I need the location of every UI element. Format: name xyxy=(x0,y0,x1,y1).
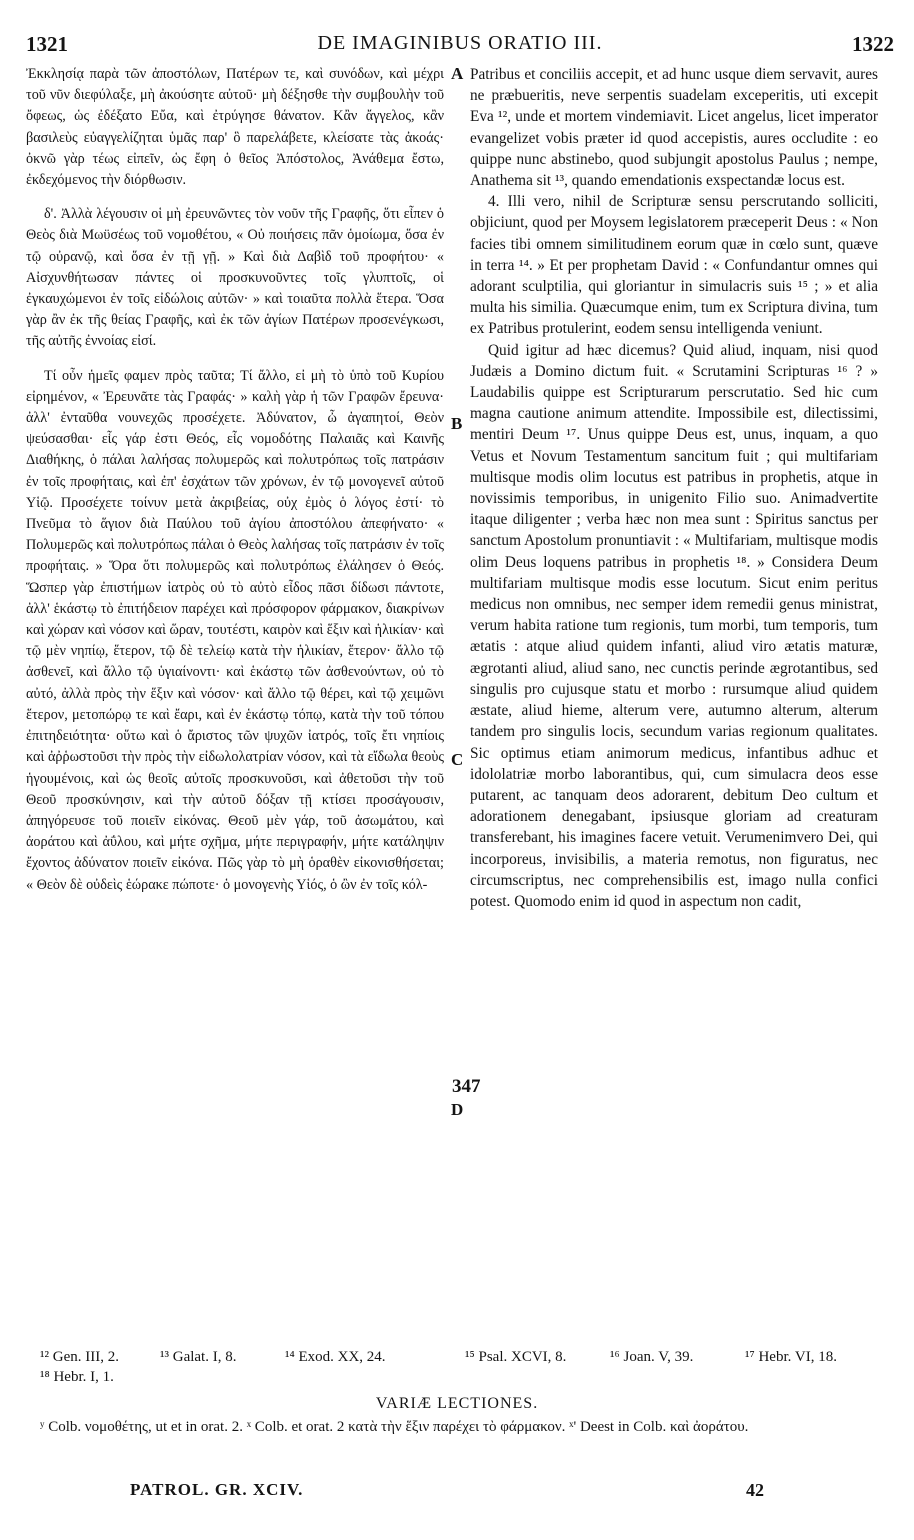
running-header xyxy=(26,32,894,58)
variae-lectiones xyxy=(40,1418,884,1437)
footnote-line-2 xyxy=(40,1369,884,1389)
greek-paragraph-2: δ'. Ἀλλὰ λέγουσιν οἱ μὴ ἐρευνῶντες τὸν νοῦν τῆς Γραφῆς, ὅτι εἶπεν ὁ Θεὸς διὰ Μωϋσέως τοῦ νομοθέτου, « Οὐ ποιήσεις πᾶν ὁμοίωμα, ὅσα ἐν τῷ οὐρανῷ, καὶ ὅσα ἐν τῇ γῇ. » Καὶ διὰ Δαβὶδ τοῦ προφήτου· « Αἰσχυνθήτωσαν πάντες οἱ προσκυνοῦντες τοῖς γλυπτοῖς, οἱ ἐγκαυχώμενοι ἐν τοῖς εἰδώλοις αὐτῶν· » καὶ τοιαῦτα πολλὰ ἕτερα. Ὅσα γὰρ ἂν ἐκ τῆς θείας Γραφῆς, καὶ ἐκ τῶν ἁγίων Πατέρων προσενέγκωσι, τῆς αὐτῆς ἐννοίας εἰσί. xyxy=(26,206,444,350)
margin-marker-c: C xyxy=(451,750,464,769)
left-page-number: 1321 xyxy=(26,32,68,56)
latin-paragraph-2: 4. Illi vero, nihil de Scripturæ sensu perscrutando solliciti, objiciunt, quod per Moysem legislatorem præceperit Deus : « Non facies tibi omnem similitudinem eorum quæ in cœlo sunt, quæve in terra ¹⁴. » Et per prophetam David : « Confundantur omnes qui adorant sculptilia, qui gloriantur in simulacris suis ¹⁵ ; » et alia multa his similia. Quæcumque enim, tum ex Scriptura divina, tum ex Patribus protulerint, eodem sensu intelligenda veniunt. xyxy=(470,193,878,338)
latin-column xyxy=(470,64,878,912)
margin-marker-a: A xyxy=(451,64,464,83)
column-number: 347 xyxy=(452,1076,481,1097)
page-footer xyxy=(130,1480,764,1502)
volume-signature: PATROL. GR. XCIV. xyxy=(130,1480,304,1499)
latin-paragraph-1: Patribus et conciliis accepit, et ad hunc usque diem servavit, aures ne præbueritis, neve serpentis suadelam exceperitis, uti excepit Eva ¹², unde et mortem vindemiavit. Licet angelus, licet imperator evangelizet vobis præter id quod accepistis, aures occludite : eo quippe nunc abstinebo, quod subjungit apostolus Paulus ; nempe, Anathema sit ¹³, quando emendationis exspectandæ locus est. xyxy=(470,66,878,190)
footnote-13: ¹³ Galat. I, 8. xyxy=(160,1349,237,1365)
variae-lectiones-title: VARIÆ LECTIONES. xyxy=(375,1395,539,1412)
margin-marker-b: B xyxy=(451,414,463,433)
footnote-12: ¹² Gen. III, 2. xyxy=(40,1349,119,1365)
footnote-line-1 xyxy=(40,1349,884,1369)
greek-paragraph-1: Ἐκκλησίᾳ παρὰ τῶν ἀποστόλων, Πατέρων τε, καὶ συνόδων, καὶ μέχρι τοῦ νῦν διεφύλαξε, μὴ ἀκούσητε αὐτοῦ· μὴ δέξησθε τὴν συμβουλὴν τοῦ ὄφεως, ὡς ἐδέξατο Εὔα, καὶ ἐτρύγησε θάνατον. Κἂν ἄγγελος, κἂν βασιλεὺς εὐαγγελίζηται ὑμᾶς παρ' ὃ παρελάβετε, κλείσατε τὰς ἀκοάς· ὀκνῶ γὰρ τέως εἰπεῖν, ὡς ἔφη ὁ θεῖος Ἀπόστολος, Ἀνάθεμα ἔστω, ἐκδεχόμενος τὴν διόρθωσιν. xyxy=(26,66,444,189)
running-title: DE IMAGINIBUS ORATIO III. xyxy=(317,32,603,54)
right-page-number: 1322 xyxy=(852,32,894,56)
margin-marker-d: D xyxy=(451,1100,464,1119)
greek-paragraph-3: Τί οὖν ἡμεῖς φαμεν πρὸς ταῦτα; Τί ἄλλο, εἰ μὴ τὸ ὑπὸ τοῦ Κυρίου εἰρημένον, « Ἐρευνᾶτε τὰς Γραφάς· » καλὴ γὰρ ἡ τῶν Γραφῶν ἔρευνα· ἀλλ' ἐνταῦθα νουνεχῶς προσέχετε. Ἀδύνατον, ὦ ἀγαπητοί, Θεὸν ψεύσασθαι· εἷς γάρ ἐστι Θεός, εἷς νομοδότης Παλαιᾶς καὶ Καινῆς Διαθήκης, ὁ πάλαι λαλήσας πολυμερῶς καὶ πολυτρόπως τοῖς πατράσιν ἐν τοῖς προφήταις, καὶ ἐπ' ἐσχάτων τῶν χρόνων, ἐν τῷ μονογενεῖ αὐτοῦ Υἱῷ. Προσέχετε τοίνυν μετὰ ἀκριβείας, οὐχ ἐμὸς ὁ λόγος ἐστί· τὸ Πνεῦμα τὸ ἅγιον διὰ Παύλου τοῦ ἁγίου ἀποστόλου ἀπεφήνατο· « Πολυμερῶς καὶ πολυτρόπως πάλαι ὁ Θεὸς λαλήσας τοῖς πατράσιν ἐν τοῖς προφήταις. » Ὅρα ὅτι πολυμερῶς καὶ πολυτρόπως ἐλάλησεν ὁ Θεός. Ὥσπερ γὰρ ἐπιστήμων ἰατρὸς οὐ τὸ αὐτὸ εἶδος πᾶσι δίδωσι πάντοτε, ἀλλ' ἑκάστῳ τὸ ἐπιτήδειον παρέχει καὶ πρόσφορον φάρμακον, διακρίνων καὶ χώραν καὶ νόσον καὶ ὥραν, τουτέστι, καιρὸν καὶ ἕξιν καὶ ἡλικίαν· καὶ τῷ μὲν νηπίῳ, ἕτερον, τῷ δὲ τελείῳ κατὰ τὴν ἡλικίαν, ἕτερον· ἄλλο τῷ ἀσθενεῖ, καὶ ἄλλο τῷ ὑγιαίνοντι· καὶ ἑκάστῳ τῶν ἀσθενούντων, οὐ τὸ αὐτό, ἀλλὰ πρὸς τὴν ἕξιν καὶ νόσον· καὶ ἄλλο τῷ θέρει, καὶ τῷ χειμῶνι ἕτερον, μετοπώρῳ τε καὶ ἔαρι, καὶ ἐν ἑκάστῳ τόπῳ, κατὰ τὴν τοῦ τόπου ἐπιτηδειότητα· οὕτω καὶ ὁ ἄριστος τῶν ψυχῶν ἰατρός, τοῖς ἔτι νηπίοις καὶ ἀῤῥωστοῦσι τὴν πρὸς τὴν εἰδωλολατρίαν νόσον, καὶ τὰ εἴδωλα θεοὺς ἡγουμένοις, καὶ ὡς θεοῖς αὐτοῖς προσκυνοῦσι, καὶ ἀθετοῦσι τὴν τοῦ Θεοῦ προσκύνησιν, καὶ τὴν αὐτοῦ δόξαν τῇ κτίσει προσάγουσιν, ἀπηγόρευσε τοῦ ποιεῖν εἰκόνας. Θεοῦ μὲν γάρ, τοῦ ἀσωμάτου, καὶ ἀοράτου καὶ ἀΰλου, καὶ μήτε σχῆμα, μήτε περιγραφήν, μήτε κατάληψιν ἔχοντος ἀδύνατον ποιεῖν εἰκόνα. Πῶς γὰρ τὸ μὴ ὁραθὲν εἰκονισθήσεται; « Θεὸν δὲ οὐδεὶς ἑώρακε πώποτε· ὁ μονογενὴς Υἱός, ὁ ὢν ἐν τοῖς κόλ- xyxy=(26,367,444,893)
latin-paragraph-3: Quid igitur ad hæc dicemus? Quid aliud, inquam, nisi quod Judæis a Domino dictum fuit. « Scrutamini Scripturas ¹⁶ ? » Laudabilis quippe est Scripturarum perscrutatio. Sed hic cum magna cautione animum attendite. Impossibile est, dilectissimi, mentiri Deum ¹⁷. Unus quippe Deus est, unus, inquam, a quo Vetus et Novum Testamentum sancitum fuit ; qui multifariam multisque modis olim locutus est patribus in prophetis, atque in novissimis temporibus, in unigenito Filio suo. Animadvertite itaque diligenter ; verba hæc non mea sunt : Spiritus sanctus per sanctum Apostolum pronuntiavit : « Multifariam, multisque modis olim Deus loquens patribus in prophetis ¹⁸. » Considera Deum multifariam multisque modis esse locutum. Sicut enim peritus medicus non omnibus, nec semper idem remedii genus ministrat, verum habita ratione tum regionis, tum morbi, tum temporis, tum ætatis : atque aliud quidem infanti, aliud viro ætatis maturæ, ægrotanti aliud, aliud sano, nec cunctis perinde ægrotantibus, sed singulis pro cujusque statu et morbo : rursumque aliud quidem æstate, aliud hieme, alterum vere, autumno alterum, alterum tandem pro singulis locis, secundum varias regionum qualitates. Sic optimus etiam animorum medicus, infantibus adhuc et idololatriæ morbo laborantibus, qui, cum simulacra deos esse putarent, ac tanquam deos adorarent, debitum Deo cultum et adorationem denegabant, ipsiusque gloriam ad creaturam transferebant, his imagines facere vetuit. Verumenimvero Dei, qui incorporeus, invisibilis, a materia remotus, non figuratus, nec circumscriptus, nec comprehensibilis est, imago nulla confici potest. Quomodo enim id quod in aspectum non cadit, xyxy=(470,341,878,910)
footnote-18: ¹⁸ Hebr. I, 1. xyxy=(40,1369,114,1385)
greek-column xyxy=(26,64,444,896)
variae-lectiones-text: ʸ Colb. νομοθέτης, ut et in orat. 2. ˣ Colb. et orat. 2 κατὰ τὴν ἕξιν παρέχει τὸ φάρμακον. ˣ' Deest in Colb. καὶ ἀοράτου. xyxy=(40,1419,749,1435)
footnote-15: ¹⁵ Psal. XCVI, 8. xyxy=(465,1349,567,1365)
footnote-17: ¹⁷ Hebr. VI, 18. xyxy=(745,1349,837,1365)
sheet-number: 42 xyxy=(746,1480,764,1500)
footnote-16: ¹⁶ Joan. V, 39. xyxy=(610,1349,694,1365)
footnote-14: ¹⁴ Exod. XX, 24. xyxy=(285,1349,386,1365)
footnotes xyxy=(40,1349,884,1389)
